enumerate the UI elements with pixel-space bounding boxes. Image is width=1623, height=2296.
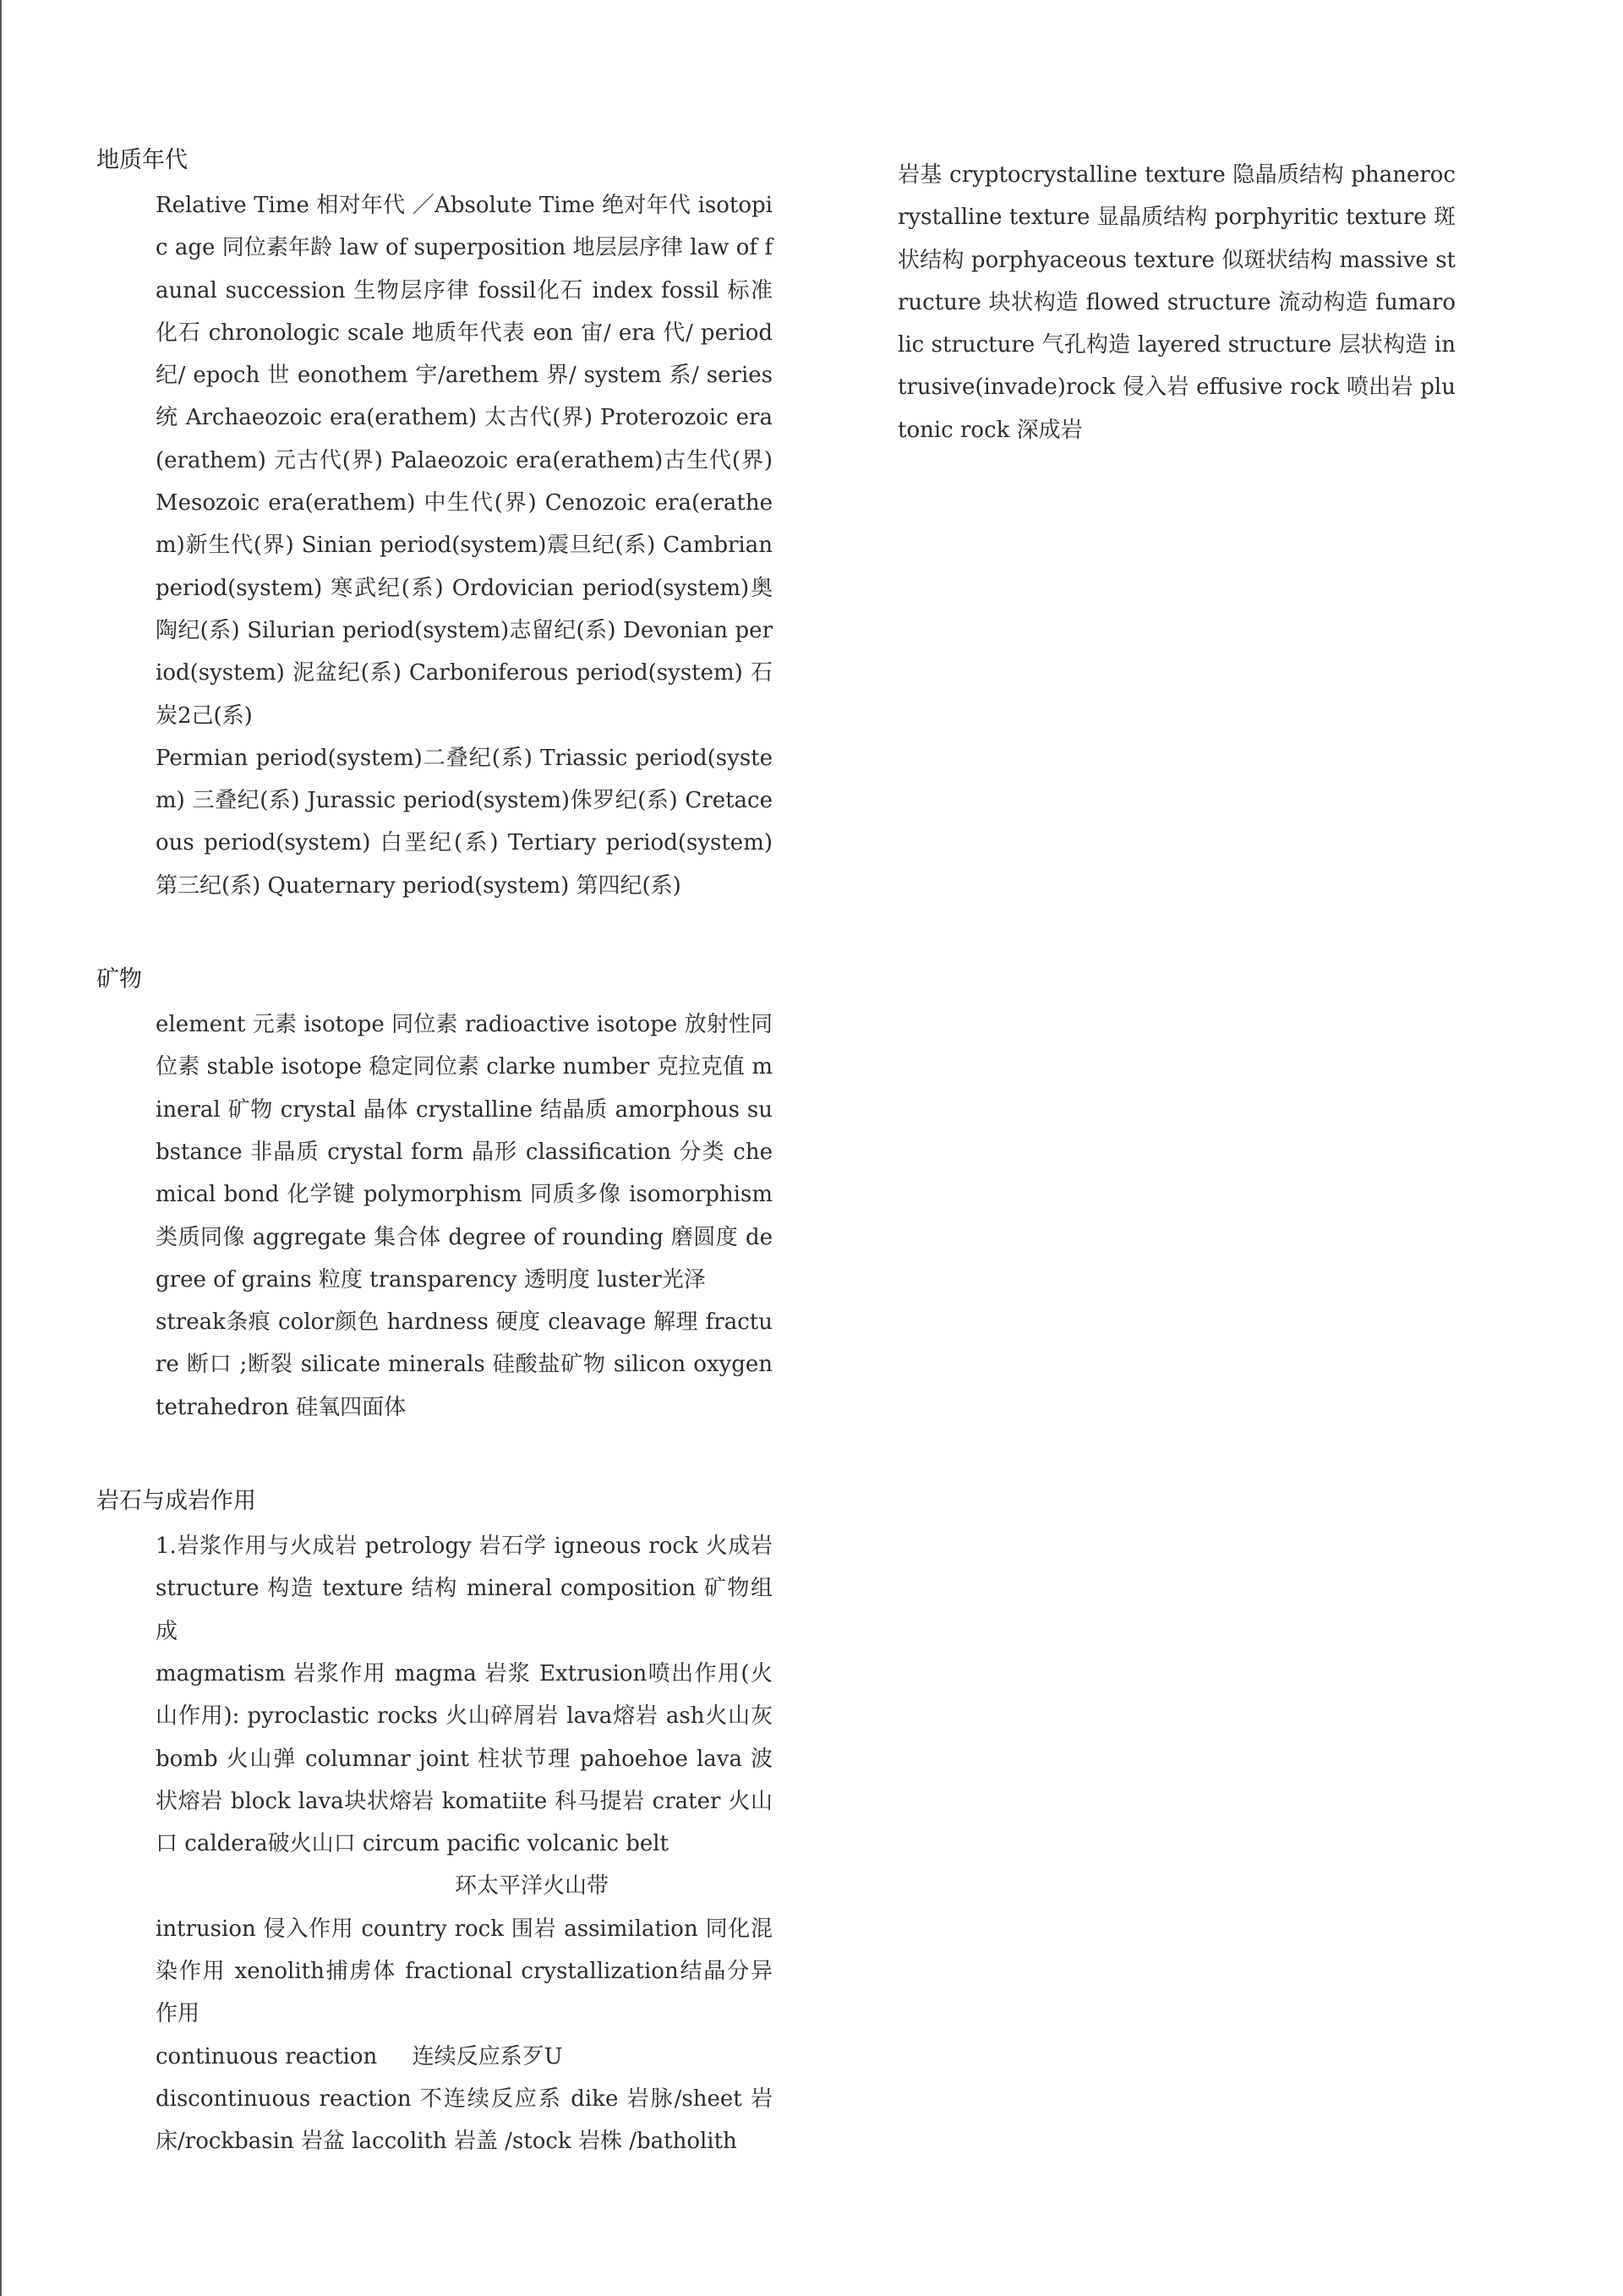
section-body [156, 1525, 773, 2162]
paragraph: magmatism 岩浆作用 magma 岩浆 Extrusion喷出作用(火山作用): pyroclastic rocks 火山碎屑岩 lava熔岩 ash火山灰 bomb 火山弹 columnar joint 柱状节理 pahoehoe lava 波状熔岩 block lava块状熔岩 komatiite 科马提岩 crater 火山口 caldera破火山口 circum pacific volcanic belt [156, 1660, 773, 1857]
paragraph: Relative Time 相对年代 ／Absolute Time 绝对年代 isotopic age 同位素年龄 law of superposition 地层层序律 law of faunal succession 生物层序律 fossil化石 index fossil 标准化石 chronologic scale 地质年代表 eon 宙/ era 代/ period 纪/ epoch 世 eonothem 宇/arethem 界/ system 系/ series 统 Archaeozoic era(erathem) 太古代(界) Proterozoic era(erathem) 元古代(界) Palaeozoic era(erathem)古生代(界) Mesozoic era(erathem) 中生代(界) Cenozoic era(erathem)新生代(界) Sinian period(system)震旦纪(系) Cambrian period(system) 寒武纪(系) Ordovician period(system)奥陶纪(系) Silurian period(system)志留纪(系) Devonian period(system) 泥盆纪(系) Carboniferous period(system) 石炭2己(系) [156, 193, 773, 729]
paragraph: 环太平洋火山带 [454, 1873, 609, 1900]
left-column [96, 144, 773, 2218]
section-title: 岩石与成岩作用 [96, 1488, 256, 1515]
section-geological-time [96, 144, 773, 907]
section-body [898, 154, 1456, 451]
section-body [156, 1003, 773, 1429]
paragraph: continuous reaction 连续反应系歹U [156, 2043, 563, 2069]
paragraph: intrusion 侵入作用 country rock 围岩 assimilation 同化混染作用 xenolith捕虏体 fractional crystallization结晶分异作用 [156, 1916, 773, 2027]
paragraph: 1.岩浆作用与火成岩 petrology 岩石学 igneous rock 火成岩 structure 构造 texture 结构 mineral composition 矿物组成 [156, 1533, 773, 1644]
section-title: 矿物 [96, 966, 142, 993]
section-rocks [96, 1484, 773, 2162]
section-title: 地质年代 [96, 147, 188, 173]
paragraph: 岩基 cryptocrystalline texture 隐晶质结构 phanerocrystalline texture 显晶质结构 porphyritic texture 斑状结构 porphyaceous texture 似斑状结构 massive structure 块状构造 flowed structure 流动构造 fumarolic structure 气孔构造 layered structure 层状构造 intrusive(invade)rock 侵入岩 effusive rock 喷出岩 plutonic rock 深成岩 [898, 162, 1456, 443]
section-minerals [96, 963, 773, 1429]
paragraph: streak条痕 color颜色 hardness 硬度 cleavage 解理 fracture 断口 ;断裂 silicate minerals 硅酸盐矿物 silicon oxygen tetrahedron 硅氧四面体 [156, 1309, 773, 1420]
right-column [898, 154, 1456, 451]
section-body [156, 184, 773, 907]
paragraph: discontinuous reaction 不连续反应系 dike 岩脉/sheet 岩床/rockbasin 岩盆 laccolith 岩盖 /stock 岩株 /batholith [156, 2086, 773, 2155]
paragraph: Permian period(system)二叠纪(系) Triassic period(system) 三叠纪(系) Jurassic period(system)侏罗纪(系) Cretaceous period(system) 白垩纪(系) Tertiary period(system) 第三纪(系) Quaternary period(system) 第四纪(系) [156, 745, 773, 899]
paragraph: element 元素 isotope 同位素 radioactive isotope 放射性同位素 stable isotope 稳定同位素 clarke number 克拉克值 mineral 矿物 crystal 晶体 crystalline 结晶质 amorphous substance 非晶质 crystal form 晶形 classification 分类 chemical bond 化学键 polymorphism 同质多像 isomorphism 类质同像 aggregate 集合体 degree of rounding 磨圆度 degree of grains 粒度 transparency 透明度 luster光泽 [156, 1012, 773, 1293]
